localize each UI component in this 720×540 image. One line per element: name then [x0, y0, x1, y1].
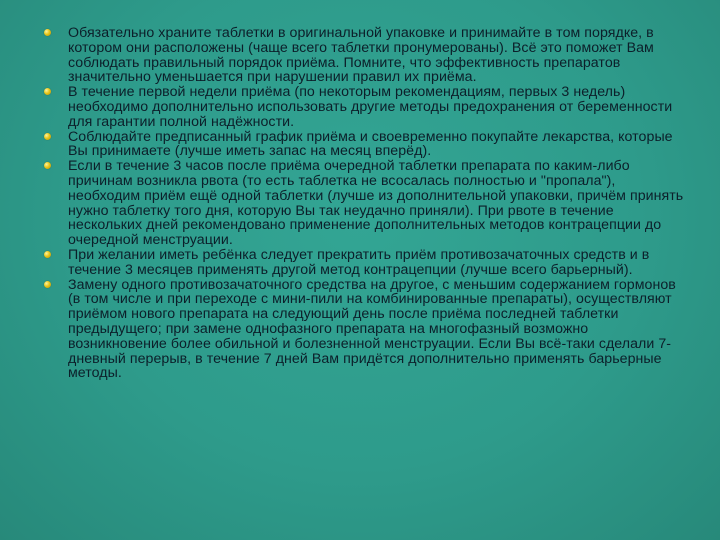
- bullet-text: В течение первой недели приёма (по некоторым рекомендациям, первых 3 недель) необходимо дополнительно использовать другие методы предохранения от беременности для гарантии полной надёжности.: [68, 84, 673, 130]
- list-item: [44, 85, 684, 129]
- bullet-text: Соблюдайте предписанный график приёма и своевременно покупайте лекарства, которые Вы принимаете (лучше иметь запас на месяц вперёд).: [68, 128, 673, 160]
- bullet-dot-icon: [44, 133, 51, 140]
- list-item: [44, 248, 684, 278]
- list-item: [44, 26, 684, 85]
- bullet-text: При желании иметь ребёнка следует прекратить приём противозачаточных средств и в течение 3 месяцев применять другой метод контрацепции (лучше всего барьерный).: [68, 246, 650, 278]
- bullet-dot-icon: [44, 88, 51, 95]
- bullet-dot-icon: [44, 251, 51, 258]
- bullet-text: Обязательно храните таблетки в оригинальной упаковке и принимайте в том порядке, в котором они расположены (чаще всего таблетки пронумерованы). Всё это поможет Вам соблюдать правильный порядок приёма. Помните, что эффективность препаратов значительно уменьшается при нарушении правил их приёма.: [68, 25, 654, 86]
- list-item: [44, 278, 684, 382]
- list-item: [44, 159, 684, 248]
- bullet-dot-icon: [44, 281, 51, 288]
- list-item: [44, 130, 684, 160]
- bullet-dot-icon: [44, 29, 51, 36]
- bullet-list: [44, 26, 684, 381]
- bullet-text: Если в течение 3 часов после приёма очередной таблетки препарата по каким-либо причинам возникла рвота (то есть таблетка не всосалась полностью и "пропала"), необходим приём ещё одной таблетки (лучше из дополнительной упаковки, причём принять нужно таблетку того дня, которую Вы так неудачно приняли). При рвоте в течение нескольких дней рекомендовано применение дополнительных методов контрацепции до очередной менструации.: [68, 158, 684, 249]
- bullet-dot-icon: [44, 162, 51, 169]
- bullet-text: Замену одного противозачаточного средства на другое, с меньшим содержанием гормонов (в том числе и при переходе с мини-пили на комбинированные препараты), осуществляют приёмом нового препарата на следующий день после приёма последней таблетки предыдущего; при замене однофазного препарата на многофазный возможно возникновение более обильной и болезненной менструации. Если Вы всё-таки сделали 7-дневный перерыв, в течение 7 дней Вам придётся дополнительно применять барьерные методы.: [68, 276, 676, 382]
